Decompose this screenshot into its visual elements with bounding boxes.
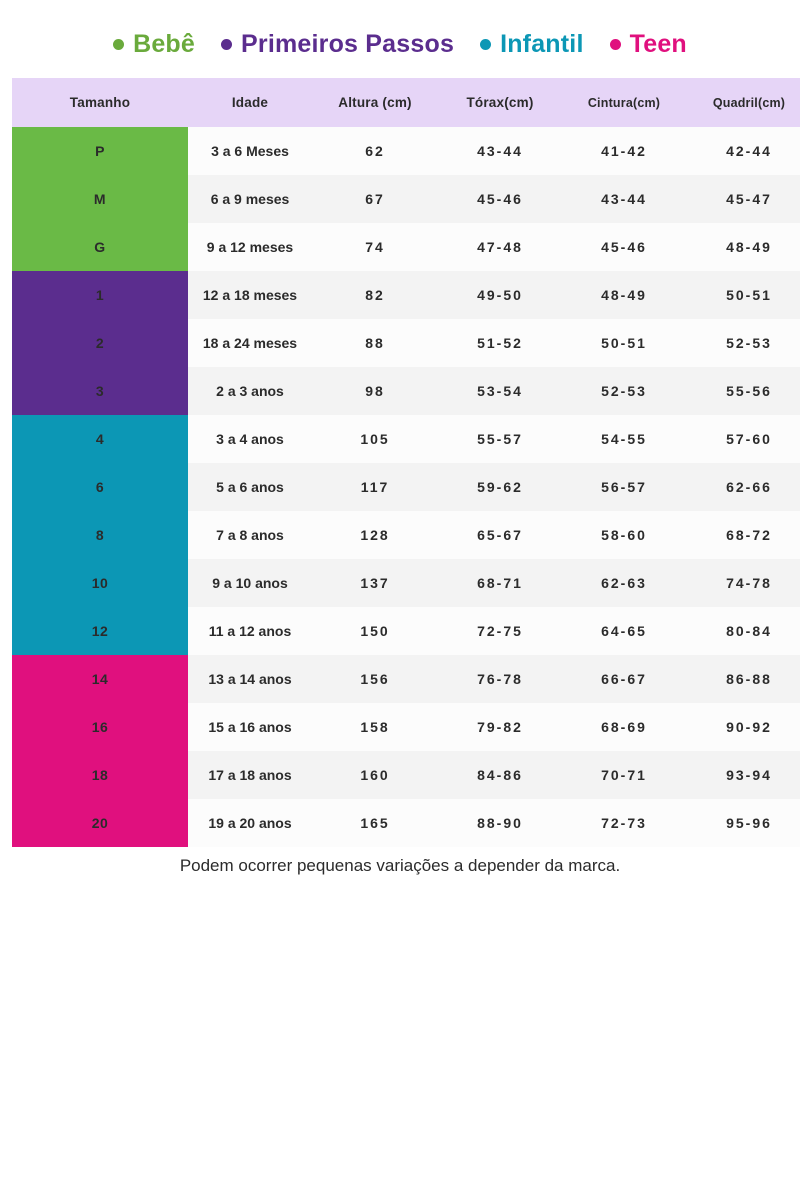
- table-row: [12, 511, 800, 559]
- cell-quadril: 48-49: [686, 223, 800, 271]
- cell-altura: 150: [312, 607, 438, 655]
- size-table: [12, 78, 800, 847]
- cell-tamanho: 2: [12, 319, 188, 367]
- table-row: [12, 751, 800, 799]
- cell-torax: 79-82: [438, 703, 562, 751]
- cell-cintura: 64-65: [562, 607, 686, 655]
- cell-idade: 9 a 10 anos: [188, 559, 312, 607]
- legend-label: Primeiros Passos: [241, 29, 455, 58]
- table-row: [12, 463, 800, 511]
- cell-torax: 55-57: [438, 415, 562, 463]
- cell-idade: 19 a 20 anos: [188, 799, 312, 847]
- bullet-dot-icon: [113, 39, 124, 50]
- table-row: [12, 799, 800, 847]
- legend-label: Infantil: [500, 29, 584, 58]
- cell-torax: 59-62: [438, 463, 562, 511]
- cell-tamanho: 1: [12, 271, 188, 319]
- cell-quadril: 52-53: [686, 319, 800, 367]
- table-row: [12, 271, 800, 319]
- cell-torax: 84-86: [438, 751, 562, 799]
- cell-torax: 53-54: [438, 367, 562, 415]
- cell-torax: 72-75: [438, 607, 562, 655]
- cell-idade: 7 a 8 anos: [188, 511, 312, 559]
- cell-altura: 74: [312, 223, 438, 271]
- cell-quadril: 86-88: [686, 655, 800, 703]
- column-header-cintura: Cintura(cm): [562, 78, 686, 127]
- category-legend: [0, 0, 800, 78]
- cell-altura: 137: [312, 559, 438, 607]
- cell-cintura: 62-63: [562, 559, 686, 607]
- column-header-idade: Idade: [188, 78, 312, 127]
- cell-tamanho: 6: [12, 463, 188, 511]
- cell-quadril: 42-44: [686, 127, 800, 175]
- cell-altura: 160: [312, 751, 438, 799]
- cell-cintura: 54-55: [562, 415, 686, 463]
- cell-altura: 165: [312, 799, 438, 847]
- table-row: [12, 175, 800, 223]
- cell-cintura: 66-67: [562, 655, 686, 703]
- cell-altura: 82: [312, 271, 438, 319]
- size-table-head: [12, 78, 800, 127]
- cell-cintura: 48-49: [562, 271, 686, 319]
- cell-idade: 6 a 9 meses: [188, 175, 312, 223]
- cell-idade: 5 a 6 anos: [188, 463, 312, 511]
- cell-idade: 12 a 18 meses: [188, 271, 312, 319]
- size-table-wrapper: [0, 78, 800, 847]
- cell-tamanho: 16: [12, 703, 188, 751]
- legend-item: [113, 30, 195, 59]
- cell-idade: 9 a 12 meses: [188, 223, 312, 271]
- cell-altura: 98: [312, 367, 438, 415]
- cell-idade: 13 a 14 anos: [188, 655, 312, 703]
- cell-tamanho: 4: [12, 415, 188, 463]
- cell-cintura: 70-71: [562, 751, 686, 799]
- cell-altura: 117: [312, 463, 438, 511]
- cell-quadril: 55-56: [686, 367, 800, 415]
- cell-cintura: 45-46: [562, 223, 686, 271]
- cell-quadril: 90-92: [686, 703, 800, 751]
- cell-altura: 128: [312, 511, 438, 559]
- cell-quadril: 68-72: [686, 511, 800, 559]
- cell-tamanho: 14: [12, 655, 188, 703]
- cell-cintura: 41-42: [562, 127, 686, 175]
- cell-quadril: 93-94: [686, 751, 800, 799]
- table-header-row: [12, 78, 800, 127]
- cell-tamanho: P: [12, 127, 188, 175]
- table-row: [12, 127, 800, 175]
- cell-torax: 88-90: [438, 799, 562, 847]
- cell-altura: 158: [312, 703, 438, 751]
- table-row: [12, 655, 800, 703]
- cell-cintura: 68-69: [562, 703, 686, 751]
- cell-altura: 67: [312, 175, 438, 223]
- table-row: [12, 559, 800, 607]
- bullet-dot-icon: [610, 39, 621, 50]
- cell-idade: 2 a 3 anos: [188, 367, 312, 415]
- legend-item: [610, 30, 687, 59]
- cell-altura: 156: [312, 655, 438, 703]
- cell-idade: 11 a 12 anos: [188, 607, 312, 655]
- cell-quadril: 74-78: [686, 559, 800, 607]
- cell-altura: 62: [312, 127, 438, 175]
- size-table-body: [12, 127, 800, 847]
- legend-item: [221, 30, 454, 59]
- cell-torax: 65-67: [438, 511, 562, 559]
- cell-cintura: 58-60: [562, 511, 686, 559]
- cell-altura: 88: [312, 319, 438, 367]
- table-row: [12, 703, 800, 751]
- cell-tamanho: 8: [12, 511, 188, 559]
- column-header-quadril: Quadril(cm): [686, 78, 800, 127]
- legend-item: [480, 30, 584, 59]
- cell-quadril: 50-51: [686, 271, 800, 319]
- cell-torax: 49-50: [438, 271, 562, 319]
- cell-tamanho: 12: [12, 607, 188, 655]
- cell-cintura: 52-53: [562, 367, 686, 415]
- cell-cintura: 43-44: [562, 175, 686, 223]
- cell-tamanho: M: [12, 175, 188, 223]
- cell-tamanho: 18: [12, 751, 188, 799]
- table-row: [12, 223, 800, 271]
- cell-torax: 51-52: [438, 319, 562, 367]
- cell-cintura: 72-73: [562, 799, 686, 847]
- bullet-dot-icon: [221, 39, 232, 50]
- table-row: [12, 607, 800, 655]
- cell-quadril: 95-96: [686, 799, 800, 847]
- cell-torax: 68-71: [438, 559, 562, 607]
- cell-idade: 18 a 24 meses: [188, 319, 312, 367]
- cell-idade: 15 a 16 anos: [188, 703, 312, 751]
- cell-tamanho: G: [12, 223, 188, 271]
- cell-tamanho: 10: [12, 559, 188, 607]
- cell-idade: 17 a 18 anos: [188, 751, 312, 799]
- cell-quadril: 57-60: [686, 415, 800, 463]
- footnote-text: Podem ocorrer pequenas variações a depender da marca.: [179, 856, 621, 875]
- cell-cintura: 56-57: [562, 463, 686, 511]
- cell-torax: 47-48: [438, 223, 562, 271]
- table-row: [12, 415, 800, 463]
- cell-torax: 76-78: [438, 655, 562, 703]
- bullet-dot-icon: [480, 39, 491, 50]
- cell-quadril: 45-47: [686, 175, 800, 223]
- column-header-altura: Altura (cm): [312, 78, 438, 127]
- cell-idade: 3 a 4 anos: [188, 415, 312, 463]
- legend-label: Bebê: [133, 29, 196, 58]
- cell-altura: 105: [312, 415, 438, 463]
- cell-tamanho: 3: [12, 367, 188, 415]
- cell-tamanho: 20: [12, 799, 188, 847]
- cell-cintura: 50-51: [562, 319, 686, 367]
- cell-torax: 43-44: [438, 127, 562, 175]
- cell-idade: 3 a 6 Meses: [188, 127, 312, 175]
- column-header-torax: Tórax(cm): [438, 78, 562, 127]
- table-row: [12, 367, 800, 415]
- cell-quadril: 62-66: [686, 463, 800, 511]
- cell-torax: 45-46: [438, 175, 562, 223]
- column-header-tamanho: Tamanho: [12, 78, 188, 127]
- legend-label: Teen: [629, 29, 687, 58]
- table-row: [12, 319, 800, 367]
- cell-quadril: 80-84: [686, 607, 800, 655]
